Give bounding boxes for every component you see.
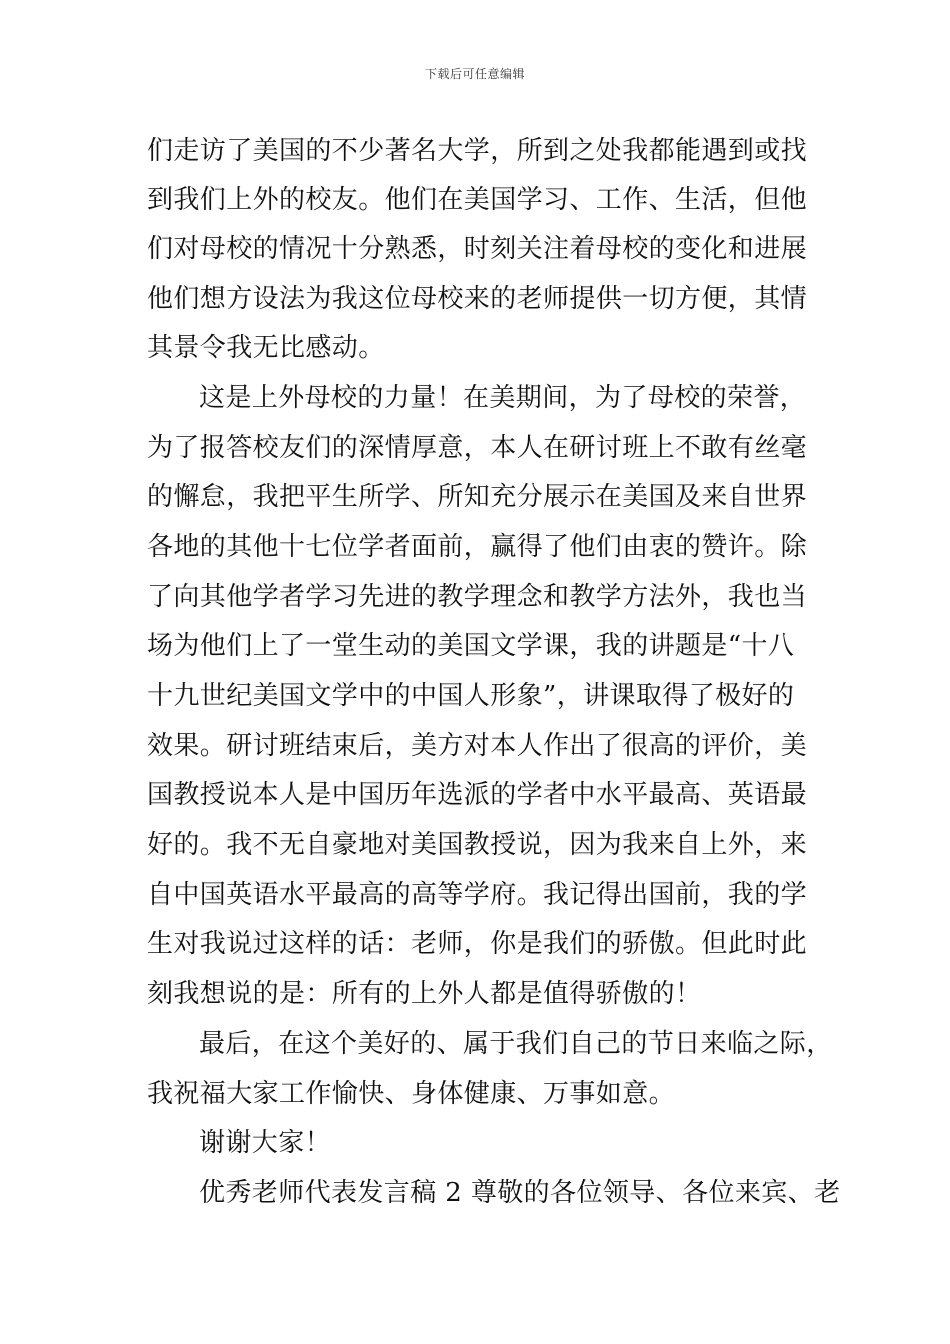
body-line-3: 们对母校的情况十分熟悉，时刻关注着母校的变化和进展 <box>147 234 808 264</box>
body-line-9: 各地的其他十七位学者面前，赢得了他们由衷的赞许。除 <box>147 532 808 562</box>
body-line-13: 效果。研讨班结束后，美方对本人作出了很高的评价，美 <box>147 731 808 761</box>
body-line-10: 了向其他学者学习先进的教学理念和教学方法外，我也当 <box>147 582 808 612</box>
page-header: 下载后可任意编辑 <box>424 67 525 81</box>
body-line-1: 们走访了美国的不少著名大学，所到之处我都能遇到或找 <box>147 136 808 166</box>
body-line-2: 到我们上外的校友。他们在美国学习、工作、生活，但他 <box>147 185 808 215</box>
body-line-11: 场为他们上了一堂生动的美国文学课，我的讲题是“十八 <box>147 631 795 661</box>
body-line-17: 生对我说过这样的话：老师，你是我们的骄傲。但此时此 <box>147 929 808 959</box>
body-line-18: 刻我想说的是：所有的上外人都是值得骄傲的！ <box>147 979 702 1009</box>
body-line-7: 为了报答校友们的深情厚意，本人在研讨班上不敢有丝毫 <box>147 433 808 463</box>
body-line-12: 十九世纪美国文学中的中国人形象”，讲课取得了极好的 <box>147 681 795 711</box>
body-line-6: 这是上外母校的力量！在美期间，为了母校的荣誉， <box>199 383 807 413</box>
body-line-15: 好的。我不无自豪地对美国教授说，因为我来自上外，来 <box>147 830 808 860</box>
body-line-22: 优秀老师代表发言稿 2 尊敬的各位领导、各位来宾、老 <box>199 1178 841 1208</box>
body-line-14: 国教授说本人是中国历年选派的学者中水平最高、英语最 <box>147 780 808 810</box>
body-line-4: 他们想方设法为我这位母校来的老师提供一切方便，其情 <box>147 284 808 314</box>
body-line-20: 我祝福大家工作愉快、身体健康、万事如意。 <box>147 1079 676 1109</box>
body-line-8: 的懈怠，我把平生所学、所知充分展示在美国及来自世界 <box>147 482 808 512</box>
body-line-16: 自中国英语水平最高的高等学府。我记得出国前，我的学 <box>147 880 808 910</box>
body-line-5: 其景令我无比感动。 <box>147 333 385 363</box>
body-line-19: 最后，在这个美好的、属于我们自己的节日来临之际， <box>199 1029 833 1059</box>
body-line-21: 谢谢大家！ <box>199 1128 332 1158</box>
